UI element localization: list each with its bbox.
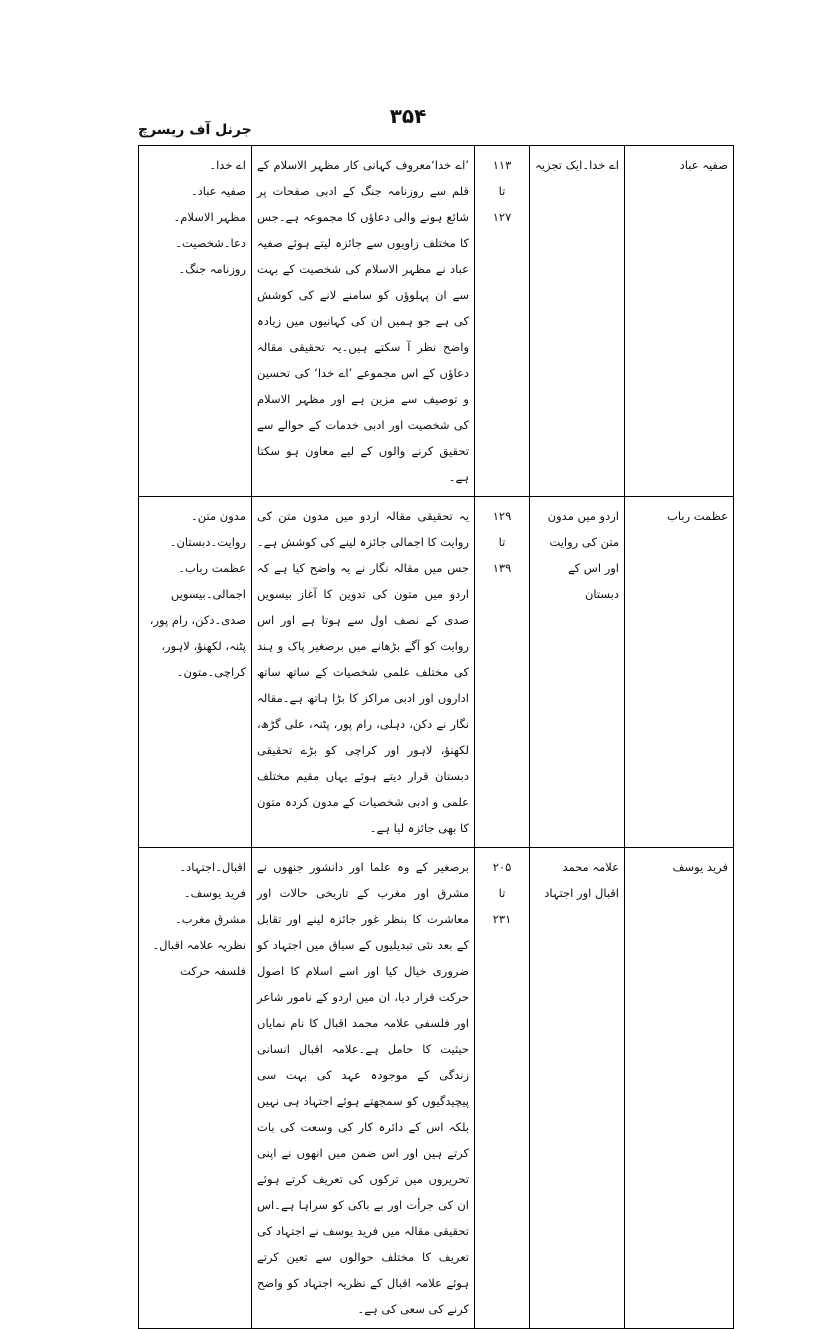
article-index-table: [138, 145, 734, 1329]
page-to: تا: [498, 535, 506, 549]
summary-cell: ’اے خدا‘معروف کہانی کار مظہر الاسلام کے قلم سے روزنامہ جنگ کے ادبی صفحات پر شائع ہونے والی دعاؤں کا مجموعہ ہے۔جس کا مختلف زاویوں سے جائزہ لیتے ہوئے صفیہ عباد نے مظہر الاسلام کی شخصیت کے بہت سے ان پہلوؤں کو سامنے لانے کی کوشش کی ہے جو ہمیں ان کی کہانیوں میں زیادہ واضح نظر آ سکتے ہیں۔یہ تحقیقی مقالہ دعاؤں کے اس مجموعے ’اے خدا‘ کی تحسین و توصیف سے مزین ہے اور مظہر الاسلام کی شخصیت اور ادبی خدمات کے حوالے سے تحقیق کرنے والوں کے لیے معاون ہو سکتا ہے۔: [252, 146, 475, 497]
keyword: مظہر الاسلام۔: [173, 210, 246, 224]
keyword: مدون متن۔: [191, 509, 246, 523]
keyword: اے خدا۔: [209, 158, 246, 172]
keyword: فرید یوسف۔: [183, 886, 246, 900]
page-end: ۱۲۷: [492, 210, 512, 224]
page-end: ۱۳۹: [492, 561, 512, 575]
title-cell: اے خدا۔ایک تجزیہ: [530, 146, 625, 497]
page-to: تا: [498, 184, 506, 198]
keyword: روزنامہ جنگ۔: [178, 262, 246, 276]
keyword: مشرق مغرب۔: [175, 912, 246, 926]
page-start: ۱۱۳: [492, 158, 512, 172]
title-cell: اردو میں مدون متن کی روایت اور اس کے دبستان: [530, 497, 625, 848]
author-cell: عظمت رباب: [625, 497, 734, 848]
keyword: اجمالی۔بیسویں: [170, 587, 246, 601]
keywords-cell: [139, 848, 252, 1329]
keyword: صفیہ عباد۔: [190, 184, 246, 198]
keyword: عظمت رباب۔: [178, 561, 246, 575]
keywords-cell: [139, 497, 252, 848]
keyword: صدی۔دکن، رام پور،: [149, 613, 246, 627]
keyword: فلسفہ حرکت: [180, 964, 246, 978]
keyword: پٹنہ، لکھنؤ، لاہور،: [161, 639, 246, 653]
journal-name: جرنل آف ریسرچ: [138, 122, 252, 138]
keyword: روایت۔دبستان۔: [169, 535, 246, 549]
pages-cell: [475, 848, 530, 1329]
page-start: ۲۰۵: [492, 860, 512, 874]
page-number: ۳۵۴: [389, 104, 427, 128]
author-cell: فرید یوسف: [625, 848, 734, 1329]
keyword: کراچی۔متون۔: [176, 665, 246, 679]
keyword: دعا۔شخصیت۔: [175, 236, 246, 250]
keyword: اقبال۔اجتہاد۔: [179, 860, 246, 874]
table-row: [139, 848, 734, 1329]
summary-cell: یہ تحقیقی مقالہ اردو میں مدون متن کی روایت کا اجمالی جائزہ لینے کی کوشش ہے۔جس میں مقالہ نگار نے یہ واضح کیا ہے کہ اردو میں متون کی تدوین کا آغاز بیسویں صدی کے نصف اول سے ہوتا ہے اور اس روایت کو آگے بڑھانے میں برصغیر پاک و ہند کی مختلف علمی شخصیات کے ساتھ ساتھ اداروں اور ادبی مراکز کا بڑا ہاتھ ہے۔مقالہ نگار نے دکن، دہلی، رام پور، پٹنہ، علی گڑھ، لکھنؤ، لاہور اور کراچی کو بڑے تحقیقی دبستان قرار دیتے ہوئے یہاں مقیم مختلف علمی و ادبی شخصیات کے مدون کردہ متون کا بھی جائزہ لیا ہے۔: [252, 497, 475, 848]
pages-cell: [475, 497, 530, 848]
pages-cell: [475, 146, 530, 497]
page-end: ۲۳۱: [492, 912, 512, 926]
summary-cell: برصغیر کے وہ علما اور دانشور جنھوں نے مشرق اور مغرب کے تاریخی حالات اور معاشرت کا بنظر غور جائزہ لینے اور تقابل کے بعد نئی تبدیلیوں کے سیاق میں اجتہاد کو ضروری خیال کیا اور اسے اسلام کا اصول حرکت قرار دیا، ان میں اردو کے نامور شاعر اور فلسفی علامہ محمد اقبال کا نام نمایاں حیثیت کا حامل ہے۔علامہ اقبال انسانی زندگی کے موجودہ عہد کی بہت سی پیچیدگیوں کو سمجھتے ہوئے اجتہاد ہی نہیں بلکہ اس کے دائرہ کار کی وسعت کی بات کرتے ہیں اور اس ضمن میں انھوں نے اپنی تحریروں میں ترکوں کی تعریف کرتے ہوئے ان کی جرأت اور بے باکی کو سراہا ہے۔اس تحقیقی مقالہ میں فرید یوسف نے اجتہاد کی تعریف کا مختلف حوالوں سے تعین کرتے ہوئے علامہ اقبال کے نظریہ اجتہاد کو واضح کرنے کی سعی کی ہے۔: [252, 848, 475, 1329]
page-start: ۱۲۹: [492, 509, 512, 523]
author-cell: صفیہ عباد: [625, 146, 734, 497]
page-to: تا: [498, 886, 506, 900]
keyword: نظریہ علامہ اقبال۔: [152, 938, 246, 952]
table-row: [139, 497, 734, 848]
title-cell: علامہ محمد اقبال اور اجتہاد: [530, 848, 625, 1329]
keywords-cell: [139, 146, 252, 497]
table-row: [139, 146, 734, 497]
